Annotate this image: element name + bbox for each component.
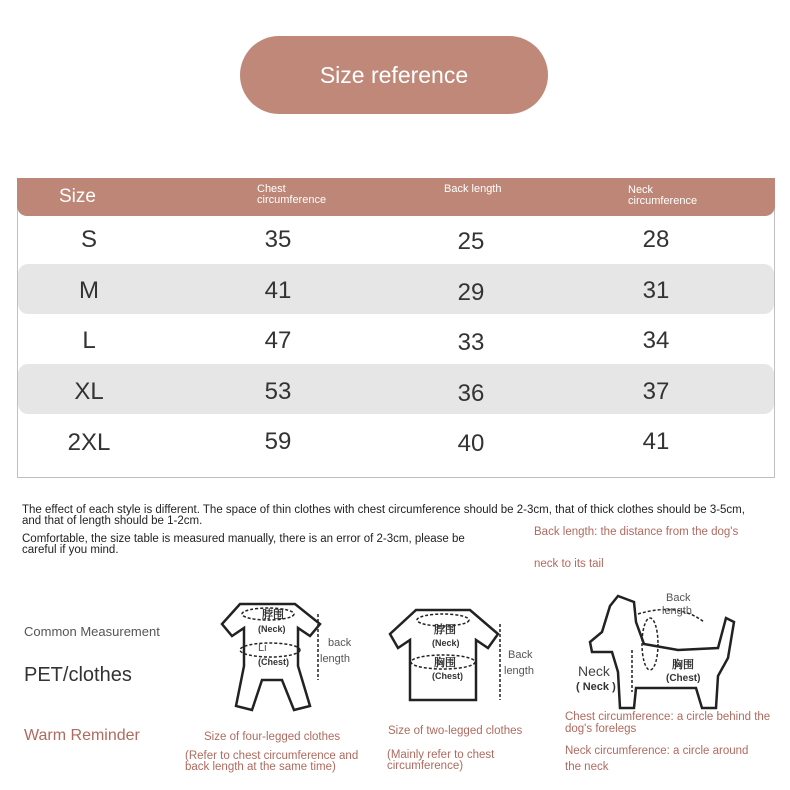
chest-label: (Chest)	[258, 657, 289, 667]
two-legged-caption: Size of two-legged clothes	[388, 725, 523, 737]
back-length-definition: Back length: the distance from the dog's	[534, 526, 739, 538]
note-effect-line2: and that of length should be 1-2cm.	[22, 515, 203, 527]
cell-neck: 37	[642, 378, 670, 405]
note-effect-line1: The effect of each style is different. The space of thin clothes with chest circumference should be 2-3cm, that of thick clothes should be 3-5cm,	[22, 504, 745, 516]
neck-label: (Neck)	[432, 638, 460, 648]
cell-size: M	[79, 277, 99, 304]
two-legged-note-line2: circumference)	[387, 760, 464, 772]
header-chest-line2: circumference	[257, 194, 327, 206]
neck-label: (Neck)	[258, 624, 286, 634]
neck-definition-line1: Neck circumference: a circle around	[565, 745, 749, 757]
chest-cn-label: 胸围	[434, 657, 456, 669]
cell-size: L	[82, 327, 96, 354]
neck-cn-label: 脖围	[434, 624, 456, 636]
header-chest-line1: Chest	[257, 183, 286, 195]
neck-paren-label: ( Neck )	[576, 681, 616, 693]
dog-measurement-illustration	[578, 592, 778, 714]
pet-clothes-label: PET/clothes	[24, 664, 132, 686]
note-manual-line2: careful if you mind.	[22, 544, 119, 556]
cell-neck: 31	[642, 277, 670, 304]
cell-chest: 47	[264, 327, 292, 354]
header-neck	[628, 185, 697, 207]
page-title: Size reference	[319, 61, 469, 88]
header-neck-line1: Neck	[628, 184, 654, 196]
cell-size: S	[80, 226, 97, 253]
size-table	[17, 178, 775, 478]
chest-label: (Chest)	[432, 671, 463, 681]
length-label: length	[662, 605, 692, 617]
note-effect	[22, 505, 745, 527]
two-legged-note	[387, 750, 494, 772]
back-length-definition-2: neck to its tail	[534, 558, 604, 570]
back-label: Back	[666, 592, 691, 604]
cell-chest: 41	[264, 277, 292, 304]
four-legged-note-line2: back length at the same time)	[185, 761, 336, 773]
two-legged-clothes-illustration	[388, 604, 538, 714]
warm-reminder-label: Warm Reminder	[24, 727, 140, 744]
header-size: Size	[59, 186, 96, 207]
cell-chest: 59	[264, 428, 292, 455]
table-header	[17, 178, 775, 216]
chest-cn-label: Li	[258, 642, 267, 654]
four-legged-clothes-illustration	[210, 596, 360, 726]
header-back: Back length	[444, 183, 502, 195]
four-legged-note	[185, 751, 358, 773]
four-legged-caption: Size of four-legged clothes	[204, 731, 341, 743]
cell-back: 25	[457, 228, 485, 255]
neck-cn-label: 脖围	[262, 609, 284, 621]
neck-definition-line2: the neck	[565, 761, 609, 773]
cell-neck: 34	[642, 327, 670, 354]
neck-definition	[565, 743, 748, 775]
back-label: Back	[508, 649, 533, 661]
chest-definition	[565, 711, 770, 735]
size-reference-banner	[240, 36, 548, 114]
chest-cn-label: 胸围	[672, 659, 694, 671]
cell-neck: 28	[642, 226, 670, 253]
common-measurement-label: Common Measurement	[24, 624, 160, 639]
chest-label: (Chest)	[666, 673, 701, 684]
chest-definition-line2: dog's forelegs	[565, 723, 637, 735]
header-chest	[257, 184, 326, 206]
cell-neck: 41	[642, 428, 670, 455]
two-legged-note-line1: (Mainly refer to chest	[387, 749, 495, 761]
cell-chest: 53	[264, 378, 292, 405]
cell-chest: 35	[264, 226, 292, 253]
cell-back: 33	[457, 329, 485, 356]
cell-size: 2XL	[67, 429, 111, 456]
note-manual-line1: Comfortable, the size table is measured manually, there is an error of 2-3cm, please be	[22, 533, 465, 545]
neck-label: Neck	[578, 663, 610, 679]
length-label: length	[504, 665, 534, 677]
note-manual	[22, 534, 465, 556]
back-label: back	[328, 637, 352, 649]
cell-size: XL	[74, 378, 104, 405]
chest-definition-line1: Chest circumference: a circle behind the	[565, 711, 771, 723]
four-legged-note-line1: (Refer to chest circumference and	[185, 750, 359, 762]
cell-back: 29	[457, 279, 485, 306]
header-neck-line2: circumference	[628, 195, 698, 207]
cell-back: 40	[457, 430, 485, 457]
cell-back: 36	[457, 380, 485, 407]
length-label: length	[320, 653, 350, 665]
